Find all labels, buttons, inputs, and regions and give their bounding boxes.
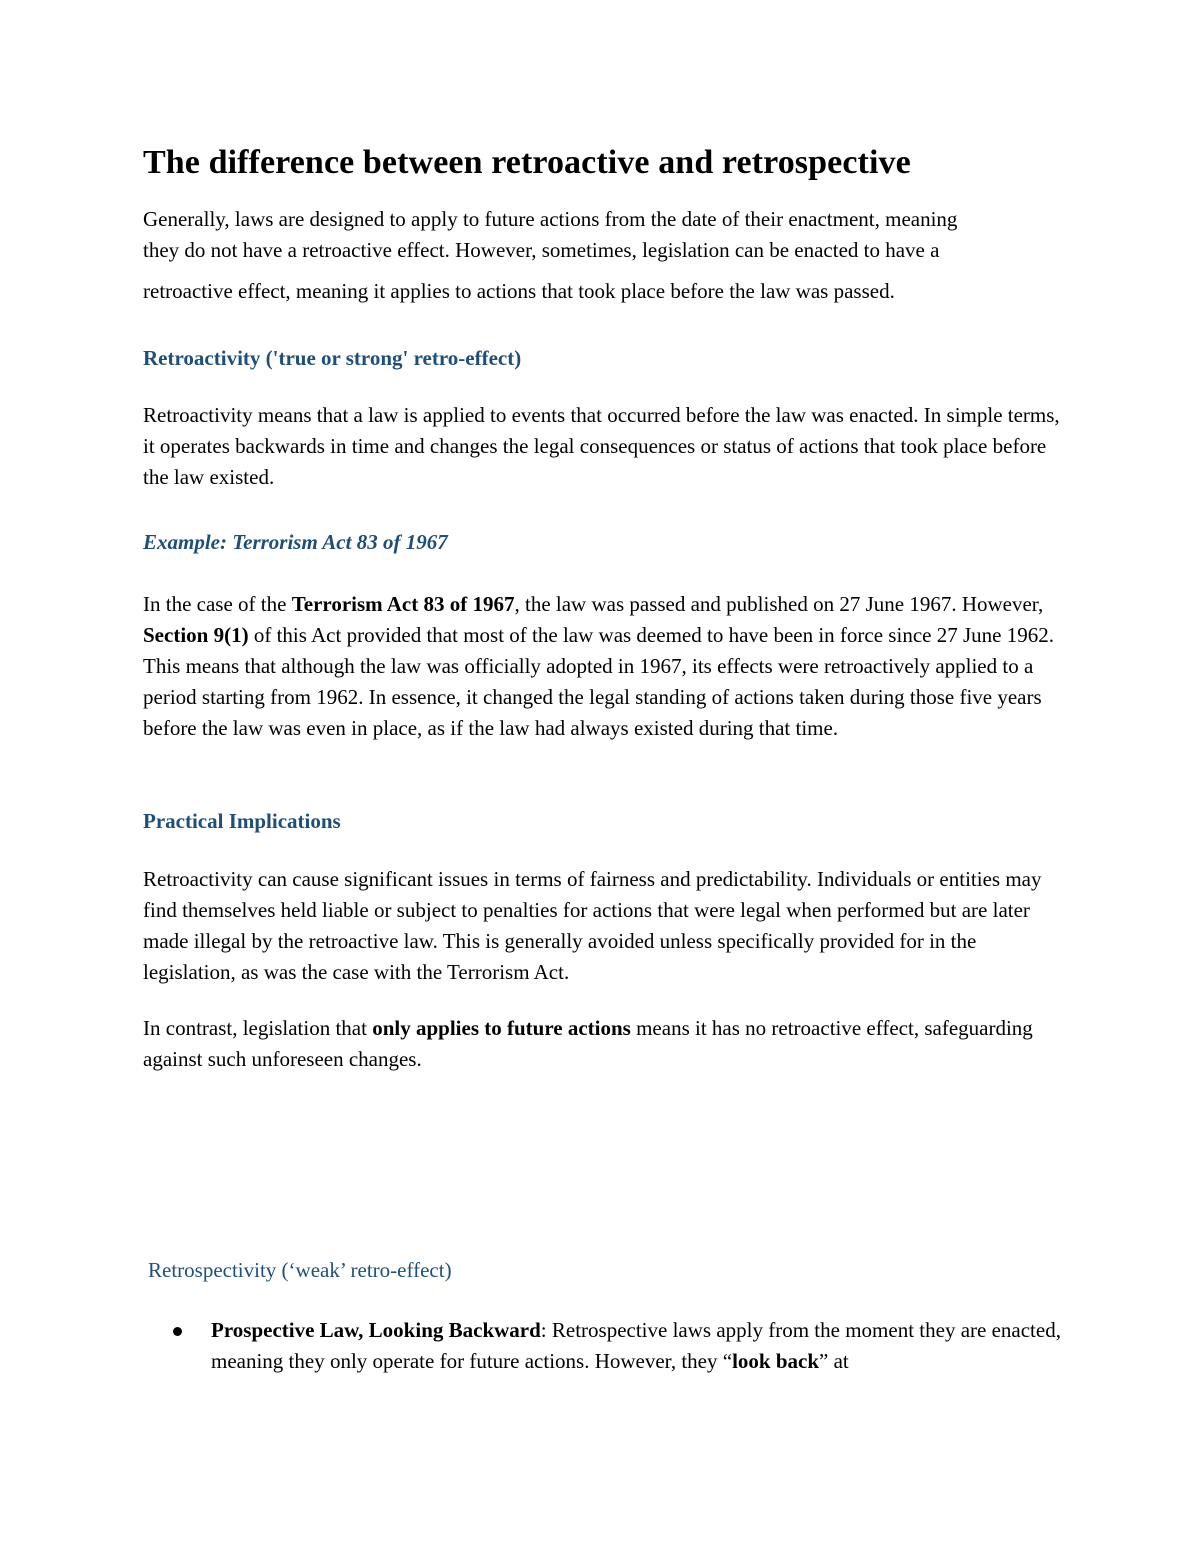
retrospectivity-bullet-list [143,1315,1063,1377]
retrospectivity-heading: Retrospectivity (‘weak’ retro-effect) [148,1258,452,1282]
retroactivity-heading: Retroactivity ('true or strong' retro-effect) [143,346,522,370]
example-text-1: In the case of the [143,592,292,616]
document-title: The difference between retroactive and retrospective [143,144,911,181]
example-heading: Example: Terrorism Act 83 of 1967 [143,530,448,554]
contrast-text-1: In contrast, legislation that [143,1016,373,1040]
practical-paragraph: Retroactivity can cause significant issues in terms of fairness and predictability. Individuals or entities may find themselves held liable or subject to penalties for actions that were legal when performed but are later made illegal by the retroactive law. This is generally avoided unless specifically provided for in the legislation, as was the case with the Terrorism Act. [143,867,1042,984]
example-paragraph [143,589,1063,744]
intro-line-2: they do not have a retroactive effect. However, sometimes, legislation can be enacted to have a [143,238,940,262]
retroactivity-paragraph: Retroactivity means that a law is applied to events that occurred before the law was enacted. In simple terms, it operates backwards in time and changes the legal consequences or status of actions that took place before the law existed. [143,403,1060,489]
bullet-bold-phrase: look back [732,1349,820,1373]
bullet-icon [173,1327,182,1336]
bullet-text-end: ” at [819,1349,849,1373]
bullet-bold-label: Prospective Law, Looking Backward [211,1318,541,1342]
example-act-name: Terrorism Act 83 of 1967 [291,592,515,616]
contrast-text-2: means it has no retroactive effect, safeguarding against such unforeseen changes. [143,1016,1033,1071]
contrast-paragraph [143,1013,1063,1075]
intro-line-3: retroactive effect, meaning it applies to actions that took place before the law was passed. [143,279,895,303]
intro-paragraph [143,204,1063,307]
example-text-2: , the law was passed and published on 27 June 1967. However, [514,592,1044,616]
contrast-bold-phrase: only applies to future actions [372,1016,631,1040]
bullet-text: : Retrospective laws apply from the moment they are enacted, meaning they only operate for future actions. However, they “ [211,1318,1061,1373]
example-section-ref: Section 9(1) [143,623,249,647]
practical-heading: Practical Implications [143,809,341,833]
example-text-3: of this Act provided that most of the law was deemed to have been in force since 27 June 1962. This means that although the law was officially adopted in 1967, its effects were retroactively applied to a period starting from 1962. In essence, it changed the legal standing of actions taken during those five years before the law was even in place, as if the law had always existed during that time. [143,623,1054,740]
list-item [143,1315,1063,1377]
intro-line-1: Generally, laws are designed to apply to future actions from the date of their enactment, meaning [143,207,958,231]
